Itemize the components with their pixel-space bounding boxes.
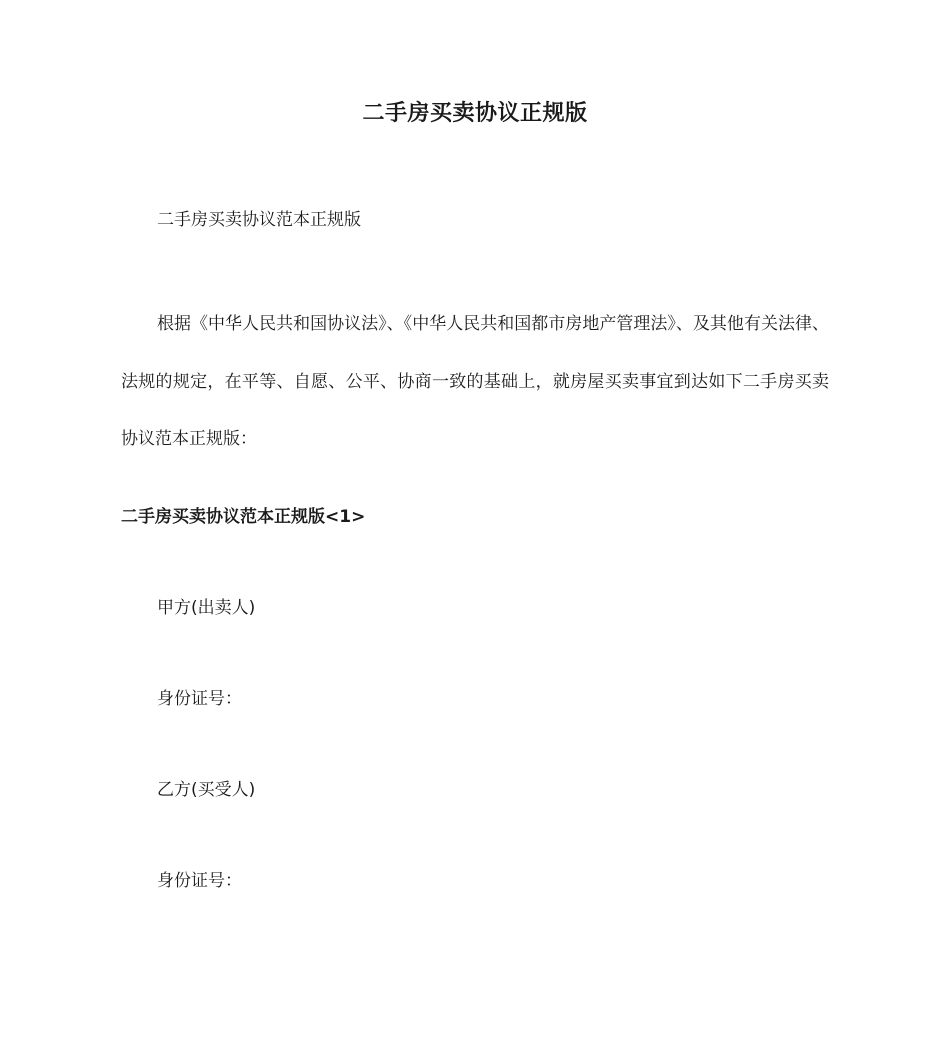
section-heading: 二手房买卖协议范本正规版<1> (121, 507, 366, 527)
document-subtitle: 二手房买卖协议范本正规版 (157, 210, 361, 230)
intro-paragraph: 根据《中华人民共和国协议法》、《中华人民共和国都市房地产管理法》、及其他有关法律、法规的规定，在平等、自愿、公平、协商一致的基础上，就房屋买卖事宜到达如下二手房买卖协议范本正规版： (121, 314, 829, 449)
party-b-id-label: 身份证号： (157, 871, 242, 891)
document-title: 二手房买卖协议正规版 (362, 101, 588, 126)
party-b-label: 乙方(买受人) (157, 780, 256, 800)
party-a-id-label: 身份证号： (157, 689, 242, 709)
party-a-label: 甲方(出卖人) (157, 598, 256, 618)
